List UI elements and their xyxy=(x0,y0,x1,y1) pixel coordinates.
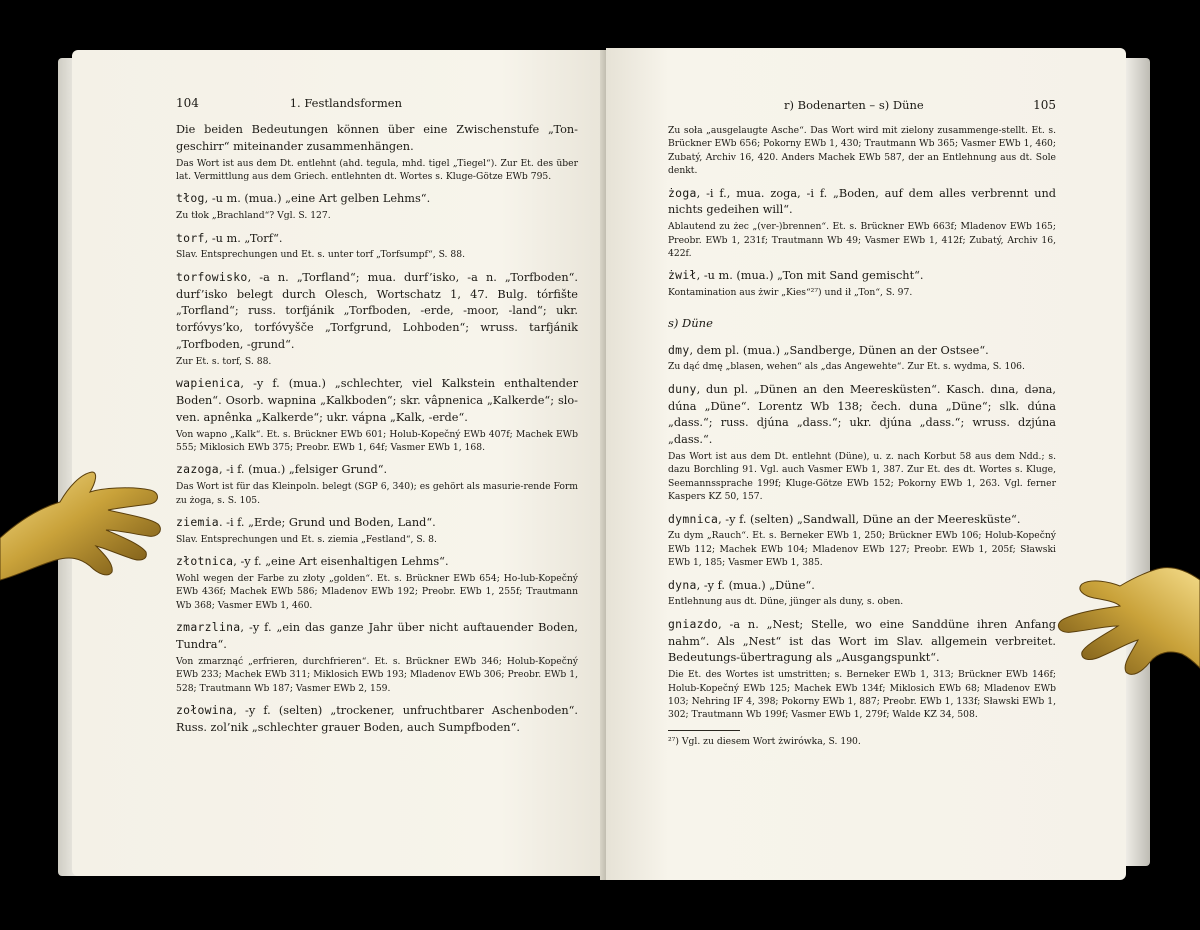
entry-definition: , -a n. „Nest; Stelle, wo eine Sanddüne ihren Anfang nahm“. Als „Nest“ ist das Wort im Slav. allgemein verbreitet. Bedeutungs-übertragung als „Ausgangspunkt“. xyxy=(668,617,1056,665)
dictionary-entry xyxy=(176,514,578,546)
entry-lemma: torfowisko xyxy=(176,269,248,284)
entry-lemma: zazoga xyxy=(176,462,219,477)
entry-lemma: gniazdo xyxy=(668,616,719,631)
entry-etymology-note: Entlehnung aus dt. Düne, jünger als duny, s. oben. xyxy=(668,596,904,608)
entry-etymology-note: Kontamination aus żwir „Kies“²⁷) und ił „Ton“, S. 97. xyxy=(668,287,913,299)
entry-text xyxy=(176,230,578,248)
entry-text xyxy=(668,342,1056,360)
footnote-rule xyxy=(668,730,740,731)
entry-text xyxy=(668,577,1056,595)
entry-lemma: dyna xyxy=(668,577,697,592)
entry-text xyxy=(176,190,578,208)
entry-lemma: tłog xyxy=(176,191,205,206)
entry-text xyxy=(668,511,1056,529)
dictionary-entry xyxy=(668,577,1056,609)
dictionary-entry xyxy=(176,122,578,183)
entry-definition: , dem pl. (mua.) „Sandberge, Dünen an der Ostsee“. xyxy=(689,343,989,357)
entry-definition: , -y f. (selten) „trockener, unfruchtbarer Aschenboden“. Russ. zol’nik „schlechter grauer Boden, auch Sumpfboden“. xyxy=(176,704,578,734)
entry-etymology-note: Zu dąć dmę „blasen, wehen“ als „das Angewehte“. Zur Et. s. wydma, S. 106. xyxy=(668,361,1025,373)
dictionary-entry xyxy=(176,230,578,262)
entry-definition: . -i f. „Erde; Grund und Boden, Land“. xyxy=(218,516,436,530)
dictionary-entry xyxy=(668,342,1056,374)
dictionary-entry xyxy=(668,185,1056,261)
entry-etymology-note: Slav. Entsprechungen und Et. s. ziemia „Festland“, S. 8. xyxy=(176,533,437,545)
entry-definition: , -u m. (mua.) „Ton mit Sand gemischt“. xyxy=(696,269,924,283)
entry-definition: , -y f. (mua.) „schlechter, viel Kalkstein enthaltender Boden“. Osorb. wapnina „Kalkboden“; skr. vâpnenica „Kalkerde“; slo-ven. apnênka „Kalkerde“; ukr. vápna „Kalk, -erde“. xyxy=(176,377,578,424)
entry-etymology-note: Zu tłok „Brachland“? Vgl. S. 127. xyxy=(176,210,331,222)
entry-definition: Die beiden Bedeutungen können über eine Zwischenstufe „Ton-geschirr“ miteinander zusammenhängen. xyxy=(176,123,578,153)
entry-etymology-note: Ablautend zu żec „(ver-)brennen“. Et. s. Brückner EWb 663f; Mladenov EWb 165; Preobr. EWb 1, 231f; Trautmann Wb 49; Vasmer EWb 1, 412f; Zubatý, Archiv 16, 422f. xyxy=(668,221,1056,260)
left-running-title: 1. Festlandsformen xyxy=(289,96,402,110)
dictionary-entry xyxy=(668,124,1056,178)
entry-etymology-note: Zu dym „Rauch“. Et. s. Berneker EWb 1, 250; Brückner EWb 106; Holub-Kopečný EWb 112; Machek EWb 104; Mladenov EWb 127; Preobr. EWb 1, 205f; Sławski EWb 1, 185; Vasmer EWb 1, 385. xyxy=(668,530,1056,569)
entry-text xyxy=(176,514,578,532)
entry-lemma: dymnica xyxy=(668,511,719,526)
dictionary-entry xyxy=(668,381,1056,504)
entry-definition: , -u m. „Torf“. xyxy=(204,231,283,245)
entry-etymology-note: Zu soła „ausgelaugte Asche“. Das Wort wird mit zielony zusammenge-stellt. Et. s. Brückner EWb 656; Pokorny EWb 1, 430; Trautmann Wb 365; Vasmer EWb 1, 460; Zubatý, Archiv 16, 420. Anders Machek EWb 587, der an Entlehnung aus dt. Sole denkt. xyxy=(668,125,1056,177)
entry-text xyxy=(668,267,1056,285)
entry-definition: , -i f. (mua.) „felsiger Grund“. xyxy=(218,463,388,477)
dictionary-entry xyxy=(176,702,578,737)
entry-lemma: torf xyxy=(176,230,205,245)
entry-lemma: dmy xyxy=(668,342,690,357)
footnote: ²⁷) Vgl. zu diesem Wort żwirówka, S. 190. xyxy=(668,735,861,747)
entry-definition: , -y f. „eine Art eisenhaltigen Lehms“. xyxy=(233,555,449,569)
right-entries xyxy=(668,124,1056,300)
entry-lemma: żwił xyxy=(668,268,697,283)
right-running-head xyxy=(668,98,1056,112)
entry-definition: , dun pl. „Dünen an den Meeresküsten“. Kasch. dına, dəna, dúna „Düne“. Lorentz Wb 138; čech. duna „Düne“; slk. dúna „dass.“; russ. djúna „dass.“; ukr. djúna „dass.“; wruss. dzjúna „dass.“. xyxy=(668,382,1056,447)
entry-lemma: duny xyxy=(668,381,697,396)
entry-text xyxy=(176,269,578,354)
entry-etymology-note: Das Wort ist aus dem Dt. entlehnt (Düne), u. z. nach Korbut 58 aus dem Ndd.; s. dazu Borchling 91. Vgl. auch Vasmer EWb 1, 387. Zur Et. des dt. Wortes s. Kluge, Seemannssprache 199f; Kluge-Götze EWb 152; Pokorny EWb 1, 263. Vgl. ferner Kaspers KZ 50, 157. xyxy=(668,451,1056,503)
entry-text xyxy=(176,619,578,654)
entry-etymology-note: Das Wort ist für das Kleinpoln. belegt (SGP 6, 340); es gehört als masurie-rende Form zu żoga, s. S. 105. xyxy=(176,481,578,506)
dictionary-entry xyxy=(668,616,1056,722)
section-heading: s) Düne xyxy=(668,315,713,330)
entry-text xyxy=(176,461,578,479)
entry-definition: , -u m. (mua.) „eine Art gelben Lehms“. xyxy=(204,192,431,206)
left-page-number: 104 xyxy=(176,96,199,110)
golden-hand-right-icon xyxy=(1046,560,1200,706)
entry-text xyxy=(668,185,1056,220)
entry-definition: , -a n. „Torfland“; mua. durf’isko, -a n. „Torfboden“. durf’isko belegt durch Olesch, Wortschatz 1, 47. Bulg. tórfište „Torfland“; russ. torfjánik „Torfboden, -erde, -moor, -land“; ukr. torfóvys’ko, torfóvyšče „Torfgrund, Lohboden“; wruss. tarfjánik „Torfboden, -grund“. xyxy=(176,270,578,351)
entry-lemma: żoga xyxy=(668,185,697,200)
entry-definition: , -i f., mua. zoga, -i f. „Boden, auf dem alles verbrennt und nichts gedeihen will“. xyxy=(668,186,1056,217)
dictionary-entry xyxy=(176,190,578,222)
entry-etymology-note: Von wapno „Kalk“. Et. s. Brückner EWb 601; Holub-Kopečný EWb 407f; Machek EWb 555; Miklosich EWb 375; Preobr. EWb 1, 64f; Vasmer EWb 1, 168. xyxy=(176,428,578,453)
entry-etymology-note: Von zmarznąć „erfrieren, durchfrieren“. Et. s. Brückner EWb 346; Holub-Kopečný EWb 233; Machek EWb 311; Miklosich EWb 193; Mladenov EWb 306; Preobr. EWb 1, 528; Trautmann Wb 187; Vasmer EWb 2, 159. xyxy=(176,655,578,694)
entry-lemma: złotnica xyxy=(176,554,234,569)
dictionary-entry xyxy=(176,553,578,612)
entry-text xyxy=(668,616,1056,667)
entry-definition: , -y f. (selten) „Sandwall, Düne an der Meeresküste“. xyxy=(718,512,1021,526)
golden-hand-left-icon xyxy=(0,468,168,598)
entry-etymology-note: Das Wort ist aus dem Dt. entlehnt (ahd. tegula, mhd. tigel „Tiegel“). Zur Et. des über lat. Vermittlung aus dem Griech. entlehnten dt. Wortes s. Kluge-Götze EWb 795. xyxy=(176,157,578,182)
entry-text xyxy=(176,702,578,737)
dictionary-entry xyxy=(176,375,578,454)
entry-text xyxy=(668,381,1056,449)
left-running-head xyxy=(176,96,578,110)
entry-lemma: wapienica xyxy=(176,376,241,391)
entry-text xyxy=(176,375,578,426)
entry-text xyxy=(176,553,578,571)
book-edge-right xyxy=(1124,58,1150,866)
entry-definition: , -y f. „ein das ganze Jahr über nicht auftauender Boden, Tundra“. xyxy=(176,621,578,652)
entry-lemma: zmarzlina xyxy=(176,620,241,635)
right-page-number: 105 xyxy=(1033,98,1056,112)
dictionary-entry xyxy=(176,619,578,695)
entry-etymology-note: Die Et. des Wortes ist umstritten; s. Berneker EWb 1, 313; Brückner EWb 146f; Holub-Kopečný EWb 125; Machek EWb 134f; Miklosich EWb 68; Mladenov EWb 103; Nehring IF 4, 398; Pokorny EWb 1, 887; Preobr. EWb 1, 133f; Sławski EWb 1, 302; Trautmann Wb 199f; Vasmer EWb 1, 279f; Walde KZ 34, 508. xyxy=(668,669,1056,721)
dictionary-entry xyxy=(176,269,578,368)
left-entries xyxy=(176,122,578,737)
left-page xyxy=(72,50,608,876)
right-running-title: r) Bodenarten – s) Düne xyxy=(784,98,924,112)
entry-text xyxy=(176,122,578,156)
entry-lemma: zołowina xyxy=(176,703,234,718)
entry-lemma: ziemia xyxy=(176,515,219,530)
right-page xyxy=(606,48,1126,880)
entry-definition: , -y f. (mua.) „Düne“. xyxy=(696,578,815,592)
dictionary-entry xyxy=(668,267,1056,299)
entry-etymology-note: Wohl wegen der Farbe zu złoty „golden“. Et. s. Brückner EWb 654; Ho-lub-Kopečný EWb 436f; Machek EWb 586; Mladenov EWb 192; Preobr. EWb 1, 255f; Trautmann Wb 368; Vasmer EWb 1, 460. xyxy=(176,573,578,611)
dictionary-entry xyxy=(668,511,1056,570)
section-entries xyxy=(668,342,1056,722)
entry-etymology-note: Slav. Entsprechungen und Et. s. unter torf „Torfsumpf“, S. 88. xyxy=(176,249,466,261)
entry-etymology-note: Zur Et. s. torf, S. 88. xyxy=(176,355,272,367)
dictionary-entry xyxy=(176,461,578,507)
